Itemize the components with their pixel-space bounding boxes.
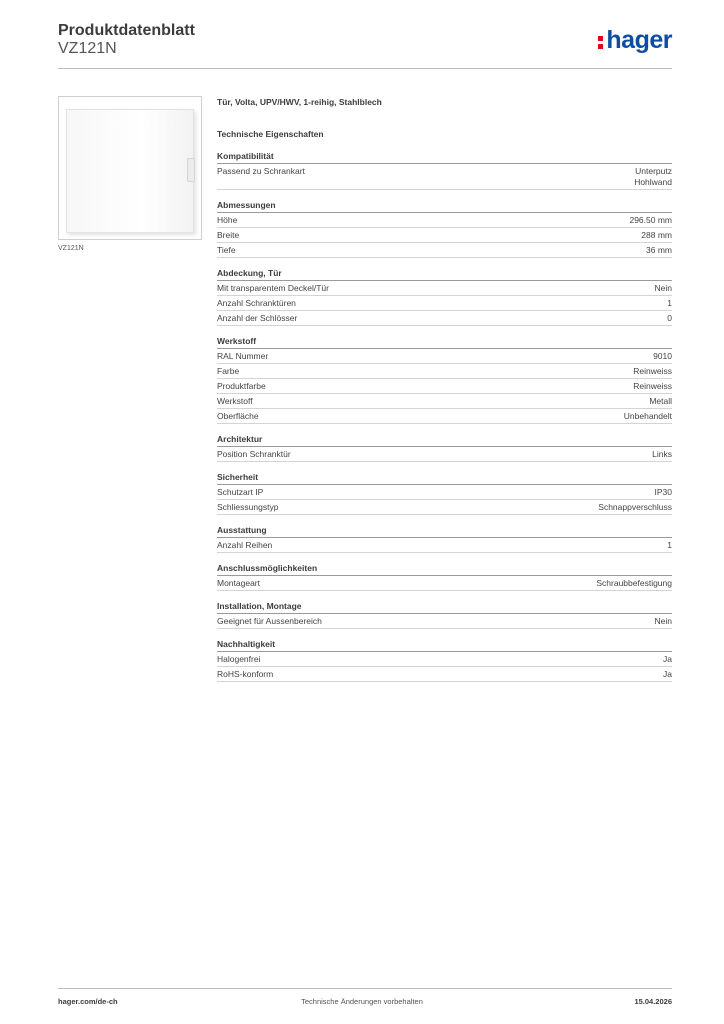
spec-value: 36 mm: [646, 245, 672, 255]
spec-row: [217, 379, 672, 394]
spec-label: Anzahl der Schlösser: [217, 313, 298, 323]
spec-label: Anzahl Reihen: [217, 540, 273, 550]
spec-label: RAL Nummer: [217, 351, 269, 361]
door-illustration: [66, 109, 194, 233]
spec-label: Passend zu Schrankart: [217, 166, 305, 176]
spec-row: [217, 576, 672, 591]
technical-properties-heading: Technische Eigenschaften: [217, 129, 324, 139]
spec-label: Farbe: [217, 366, 240, 376]
header-divider: [58, 68, 672, 69]
spec-value: IP30: [654, 487, 672, 497]
spec-value: Links: [652, 449, 672, 459]
spec-row: [217, 243, 672, 258]
spec-label: Schutzart IP: [217, 487, 264, 497]
spec-row: [217, 228, 672, 243]
page-header: [58, 18, 672, 70]
spec-label: Geeignet für Aussenbereich: [217, 616, 322, 626]
spec-label: Halogenfrei: [217, 654, 261, 664]
product-code: VZ121N: [58, 40, 117, 57]
spec-value: Schraubbefestigung: [596, 578, 672, 588]
spec-row: [217, 164, 672, 190]
section-title: Installation, Montage: [217, 600, 672, 614]
section-title: Werkstoff: [217, 335, 672, 349]
document-title: Produktdatenblatt: [58, 22, 195, 39]
spec-row: [217, 311, 672, 326]
spec-row: [217, 349, 672, 364]
spec-label: Produktfarbe: [217, 381, 266, 391]
spec-label: Schliessungstyp: [217, 502, 279, 512]
spec-label: Werkstoff: [217, 396, 253, 406]
spec-value: 0: [667, 313, 672, 323]
spec-value: Reinweiss: [633, 381, 672, 391]
spec-value: Unbehandelt: [623, 411, 672, 421]
spec-value: 288 mm: [641, 230, 672, 240]
spec-value: Ja: [663, 654, 672, 664]
section-title: Anschlussmöglichkeiten: [217, 562, 672, 576]
spec-row: [217, 296, 672, 311]
logo-text: hager: [606, 26, 672, 54]
spec-label: Oberfläche: [217, 411, 259, 421]
product-description: Tür, Volta, UPV/HWV, 1-reihig, Stahlblech: [217, 97, 382, 107]
spec-section: [217, 267, 672, 326]
section-title: Nachhaltigkeit: [217, 638, 672, 652]
spec-value: Reinweiss: [633, 366, 672, 376]
specification-content: [217, 96, 672, 691]
image-caption: VZ121N: [58, 245, 84, 252]
spec-value: Metall: [649, 396, 672, 406]
spec-value: Ja: [663, 669, 672, 679]
spec-value: Unterputz Hohlwand: [634, 166, 672, 187]
spec-value: Nein: [654, 616, 672, 626]
spec-label: Mit transparentem Deckel/Tür: [217, 283, 329, 293]
spec-value: Schnappverschluss: [598, 502, 672, 512]
spec-value: 1: [667, 298, 672, 308]
footer-website: hager.com/de-ch: [58, 997, 118, 1006]
spec-row: [217, 614, 672, 629]
section-title: Ausstattung: [217, 524, 672, 538]
spec-section: [217, 433, 672, 462]
footer-notice: Technische Änderungen vorbehalten: [301, 997, 423, 1006]
spec-section: [217, 471, 672, 515]
section-title: Architektur: [217, 433, 672, 447]
spec-section: [217, 335, 672, 424]
spec-row: [217, 213, 672, 228]
spec-label: RoHS-konform: [217, 669, 274, 679]
product-image: [58, 96, 202, 240]
footer-date: 15.04.2026: [634, 997, 672, 1006]
spec-label: Höhe: [217, 215, 238, 225]
spec-row: [217, 447, 672, 462]
spec-value: 296.50 mm: [629, 215, 672, 225]
logo-dots-icon: [598, 33, 604, 49]
spec-value: 1: [667, 540, 672, 550]
spec-section: [217, 600, 672, 629]
section-title: Abmessungen: [217, 199, 672, 213]
spec-label: Position Schranktür: [217, 449, 291, 459]
specification-sections: [217, 150, 672, 682]
footer-divider: [58, 988, 672, 989]
spec-label: Montageart: [217, 578, 260, 588]
spec-value: 9010: [653, 351, 672, 361]
spec-row: [217, 538, 672, 553]
spec-row: [217, 485, 672, 500]
spec-row: [217, 652, 672, 667]
spec-row: [217, 394, 672, 409]
section-title: Kompatibilität: [217, 150, 672, 164]
door-handle-icon: [187, 158, 195, 182]
section-title: Abdeckung, Tür: [217, 267, 672, 281]
spec-section: [217, 150, 672, 190]
spec-value: Nein: [654, 283, 672, 293]
hager-logo: [598, 26, 672, 55]
spec-row: [217, 667, 672, 682]
spec-section: [217, 199, 672, 258]
spec-row: [217, 500, 672, 515]
spec-section: [217, 638, 672, 682]
spec-label: Tiefe: [217, 245, 236, 255]
section-title: Sicherheit: [217, 471, 672, 485]
spec-row: [217, 409, 672, 424]
spec-label: Anzahl Schranktüren: [217, 298, 296, 308]
spec-section: [217, 524, 672, 553]
spec-row: [217, 281, 672, 296]
spec-section: [217, 562, 672, 591]
spec-label: Breite: [217, 230, 240, 240]
spec-row: [217, 364, 672, 379]
